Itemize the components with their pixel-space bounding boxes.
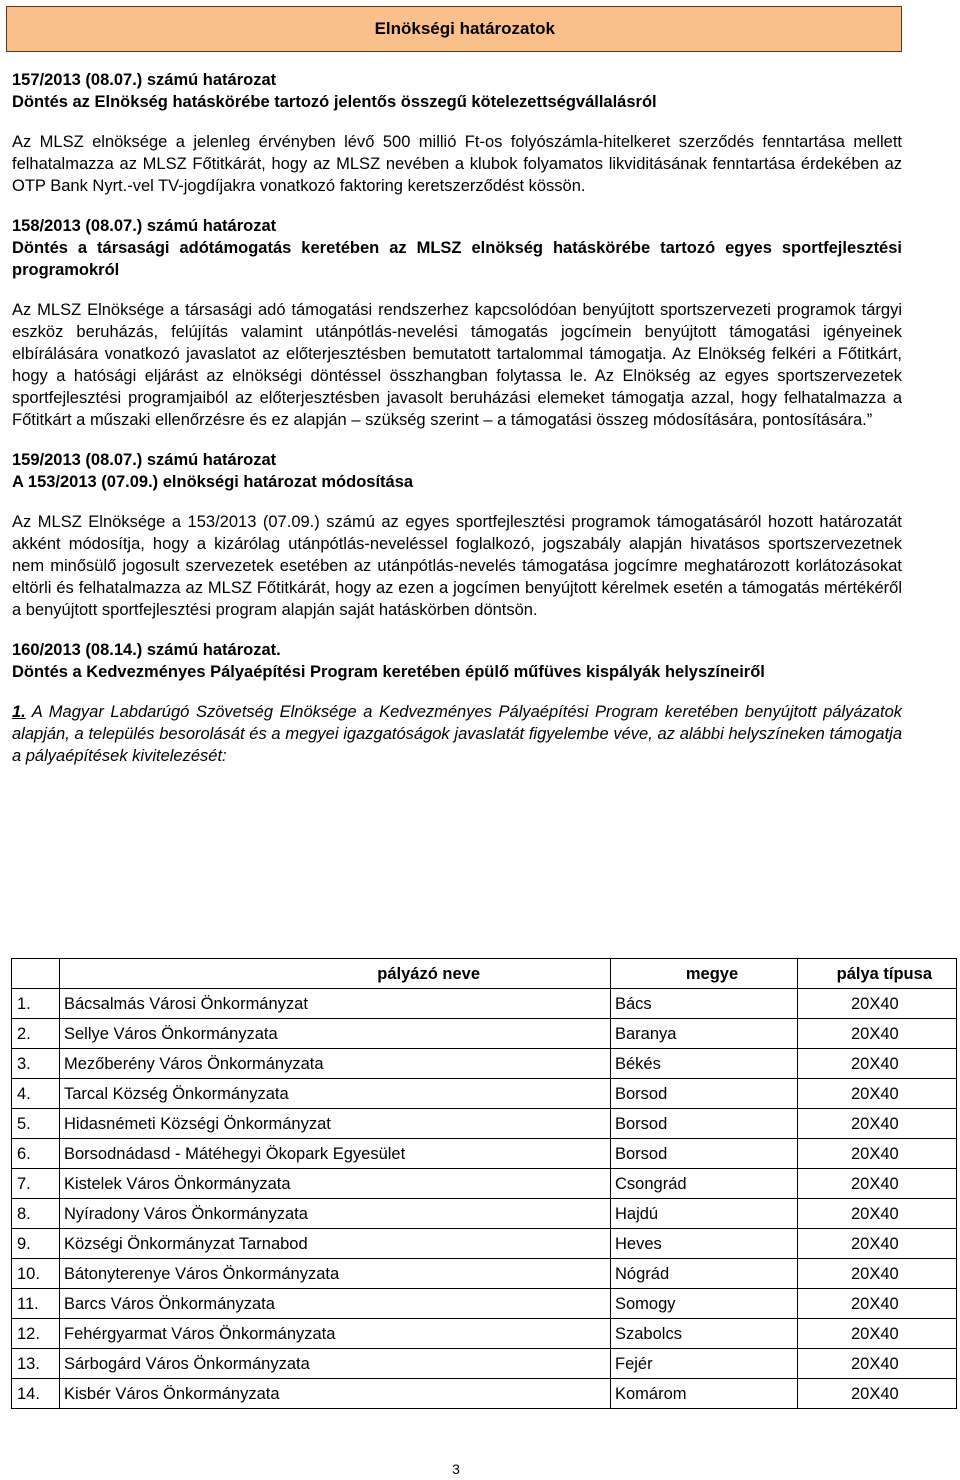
county: Borsod: [611, 1109, 798, 1139]
resolution-body: Az MLSZ Elnöksége a 153/2013 (07.09.) számú az egyes sportfejlesztési programok támogatásáról hozott határozatát akként módosítja, hogy a kizárólag utánpótlás-neveléssel foglalkozó, jogszabály alapján hivatásos sportszervezetnek nem minősülő jogosult szervezetek esetében az utánpótlás-nevelés támogatása jogcímre meghatározott korlátozásokat eltörli és felhatalmazza az MLSZ Főtitkárát, hogy az ezen a jogcímen benyújtott kérelmek esetén a támogatás mértékéről a benyújtott sportfejlesztési program alapján saját hatáskörben döntsön.: [12, 513, 902, 619]
table-row: [12, 1079, 957, 1109]
row-number: 6.: [12, 1139, 60, 1169]
row-number: 14.: [12, 1379, 60, 1409]
row-number: 3.: [12, 1049, 60, 1079]
header-applicant-name: pályázó neve: [60, 959, 611, 989]
table-row: [12, 1319, 957, 1349]
county: Komárom: [611, 1379, 798, 1409]
pitch-type: 20X40: [798, 1169, 957, 1199]
pitch-type: 20X40: [798, 1229, 957, 1259]
table-row: [12, 1289, 957, 1319]
row-number: 9.: [12, 1229, 60, 1259]
resolution-title: Döntés az Elnökség hatáskörébe tartozó jelentős összegű kötelezettségvállalásról: [12, 93, 657, 111]
applicant-name: Tarcal Község Önkormányzata: [60, 1079, 611, 1109]
pitch-type: 20X40: [798, 1349, 957, 1379]
row-number: 1.: [12, 989, 60, 1019]
pitch-type: 20X40: [798, 989, 957, 1019]
table-header-row: [12, 959, 957, 989]
header-county: megye: [611, 959, 798, 989]
table-row: [12, 1229, 957, 1259]
table-row: [12, 1109, 957, 1139]
applicant-name: Nyíradony Város Önkormányzata: [60, 1199, 611, 1229]
resolution-title: A 153/2013 (07.09.) elnökségi határozat módosítása: [12, 473, 414, 491]
applicant-name: Borsodnádasd - Mátéhegyi Ökopark Egyesület: [60, 1139, 611, 1169]
pitch-type: 20X40: [798, 1379, 957, 1409]
row-number: 13.: [12, 1349, 60, 1379]
resolution-number: 158/2013 (08.07.) számú határozat: [12, 217, 277, 235]
section-header-title: Elnökségi határozatok: [374, 19, 555, 38]
table-row: [12, 1379, 957, 1409]
applicant-name: Kisbér Város Önkormányzata: [60, 1379, 611, 1409]
resolution-number: 160/2013 (08.14.) számú határozat.: [12, 641, 281, 659]
county: Fejér: [611, 1349, 798, 1379]
table-row: [12, 1349, 957, 1379]
numbered-item: [12, 701, 902, 767]
table-row: [12, 1169, 957, 1199]
county: Baranya: [611, 1019, 798, 1049]
row-number: 2.: [12, 1019, 60, 1049]
item-number: 1.: [12, 703, 26, 721]
row-number: 4.: [12, 1079, 60, 1109]
pitch-type: 20X40: [798, 1259, 957, 1289]
county: Heves: [611, 1229, 798, 1259]
county: Hajdú: [611, 1199, 798, 1229]
table-row: [12, 1139, 957, 1169]
pitch-type: 20X40: [798, 1079, 957, 1109]
pitch-locations-table: [11, 958, 957, 1409]
pitch-type: 20X40: [798, 1319, 957, 1349]
row-number: 10.: [12, 1259, 60, 1289]
row-number: 5.: [12, 1109, 60, 1139]
table-row: [12, 989, 957, 1019]
pitch-type: 20X40: [798, 1049, 957, 1079]
row-number: 8.: [12, 1199, 60, 1229]
row-number: 12.: [12, 1319, 60, 1349]
pitch-type: 20X40: [798, 1109, 957, 1139]
resolution-160: [12, 639, 902, 767]
pitch-type: 20X40: [798, 1199, 957, 1229]
row-number: 7.: [12, 1169, 60, 1199]
county: Bács: [611, 989, 798, 1019]
item-text: A Magyar Labdarúgó Szövetség Elnöksége a Kedvezményes Pályaépítési Program keretében benyújtott pályázatok alapján, a település besorolását és a megyei igazgatóságok javaslatát figyelembe véve, az alábbi helyszíneken támogatja a pályaépítések kivitelezését:: [12, 703, 902, 765]
page-number: 3: [452, 1461, 460, 1477]
resolution-number: 157/2013 (08.07.) számú határozat: [12, 71, 277, 89]
applicant-name: Kistelek Város Önkormányzata: [60, 1169, 611, 1199]
resolution-body: Az MLSZ Elnöksége a társasági adó támogatási rendszerhez kapcsolódóan benyújtott sportszervezeti programok tárgyi eszköz beruházás, felújítás valamint utánpótlás-nevelési támogatás jogcímein benyújtott támogatási igényeinek elbírálására vonatkozó javaslatot az előterjesztésben bemutatott tartalommal támogatja. Az Elnökség felkéri a Főtitkárt, hogy a hatósági eljárást az elnökségi döntéssel összhangban folytassa le. Az Elnökség az egyes sportszervezetek sportfejlesztési programjaiból az előterjesztésben javasolt beruházási elemeket támogatja azzal, hogy felhatalmazza a Főtitkárt a műszaki ellenőrzésre és ez alapján – szükség szerint – a támogatási összeg módosítására, pontosítására.”: [12, 301, 902, 429]
table-row: [12, 1199, 957, 1229]
header-num: [12, 959, 60, 989]
applicant-name: Hidasnémeti Községi Önkormányzat: [60, 1109, 611, 1139]
county: Békés: [611, 1049, 798, 1079]
pitch-type: 20X40: [798, 1139, 957, 1169]
document-page: [12, 6, 902, 767]
table-row: [12, 1019, 957, 1049]
applicant-name: Községi Önkormányzat Tarnabod: [60, 1229, 611, 1259]
section-header: [6, 6, 902, 52]
resolution-158: [12, 215, 902, 431]
pitch-locations-table-wrap: [11, 958, 957, 1409]
county: Borsod: [611, 1139, 798, 1169]
resolution-159: [12, 449, 902, 621]
table-row: [12, 1259, 957, 1289]
row-number: 11.: [12, 1289, 60, 1319]
resolution-body: Az MLSZ elnöksége a jelenleg érvényben lévő 500 millió Ft-os folyószámla-hitelkeret szerződés fenntartása mellett felhatalmazza az MLSZ Főtitkárát, hogy az MLSZ nevében a klubok folyamatos likviditásának fenntartása érdekében az OTP Bank Nyrt.-vel TV-jogdíjakra vonatkozó faktoring keretszerződést kössön.: [12, 133, 902, 195]
county: Nógrád: [611, 1259, 798, 1289]
table-body: [12, 989, 957, 1409]
applicant-name: Barcs Város Önkormányzata: [60, 1289, 611, 1319]
county: Szabolcs: [611, 1319, 798, 1349]
pitch-type: 20X40: [798, 1289, 957, 1319]
applicant-name: Fehérgyarmat Város Önkormányzata: [60, 1319, 611, 1349]
applicant-name: Bátonyterenye Város Önkormányzata: [60, 1259, 611, 1289]
county: Csongrád: [611, 1169, 798, 1199]
applicant-name: Sárbogárd Város Önkormányzata: [60, 1349, 611, 1379]
county: Borsod: [611, 1079, 798, 1109]
resolution-title: Döntés a társasági adótámogatás keretében az MLSZ elnökség hatáskörébe tartozó egyes sportfejlesztési programokról: [12, 239, 902, 279]
resolution-title: Döntés a Kedvezményes Pályaépítési Program keretében épülő műfüves kispályák helyszíneiről: [12, 663, 765, 681]
table-row: [12, 1049, 957, 1079]
resolution-number: 159/2013 (08.07.) számú határozat: [12, 451, 277, 469]
county: Somogy: [611, 1289, 798, 1319]
resolution-157: [12, 69, 902, 197]
pitch-type: 20X40: [798, 1019, 957, 1049]
applicant-name: Bácsalmás Városi Önkormányzat: [60, 989, 611, 1019]
header-pitch-type: pálya típusa: [798, 959, 957, 989]
applicant-name: Mezőberény Város Önkormányzata: [60, 1049, 611, 1079]
applicant-name: Sellye Város Önkormányzata: [60, 1019, 611, 1049]
